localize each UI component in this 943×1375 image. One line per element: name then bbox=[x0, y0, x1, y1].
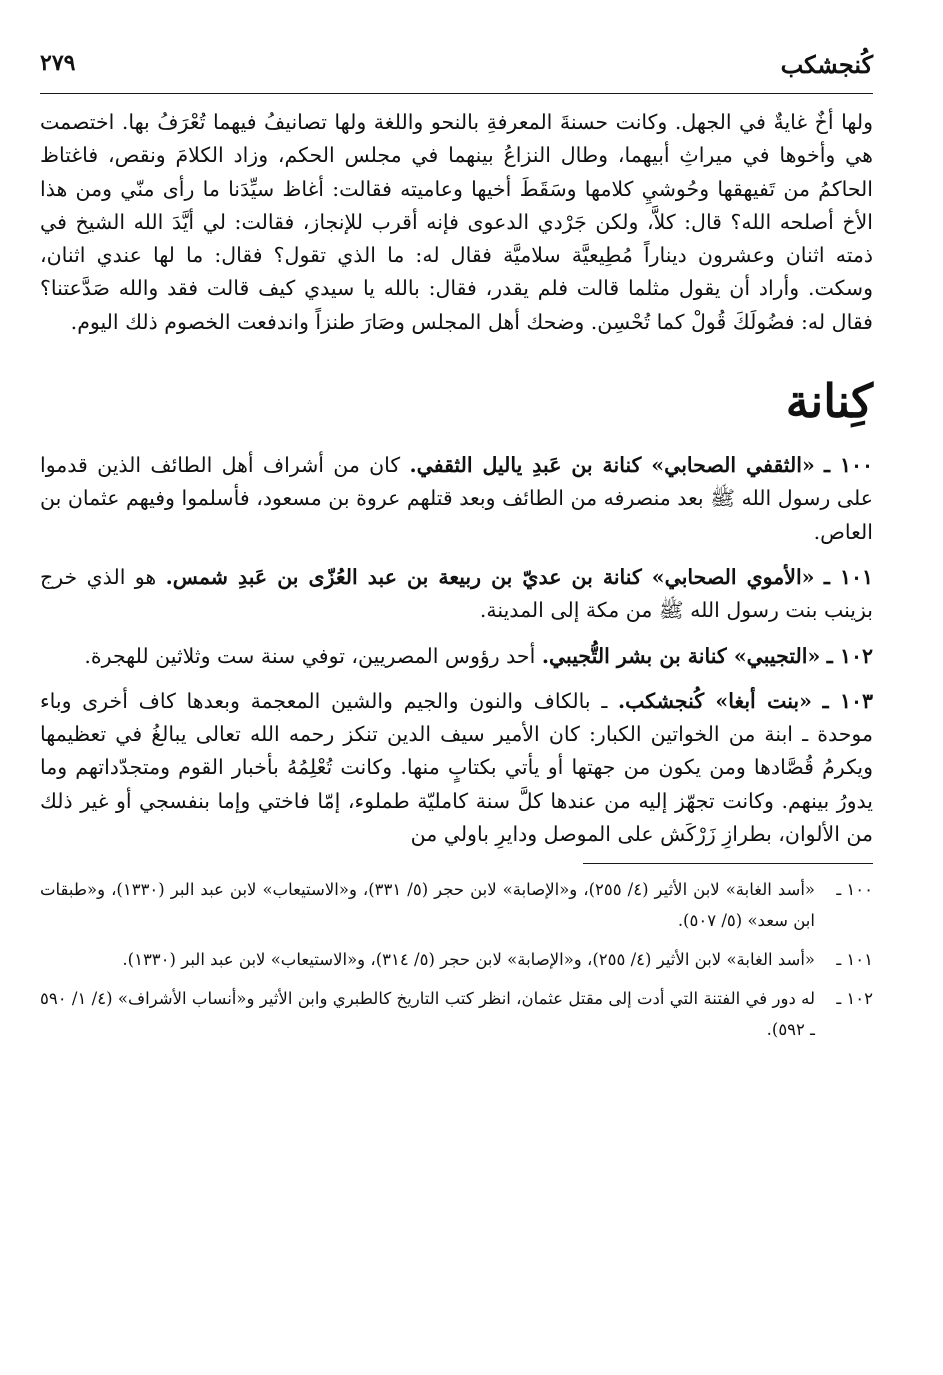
entry-103 bbox=[40, 685, 873, 851]
entry-name: «التجيبي» كنانة بن بشر التُّجيبي. bbox=[541, 643, 821, 668]
main-text bbox=[40, 106, 873, 851]
running-title: كُنجشكب bbox=[780, 50, 873, 79]
entry-102 bbox=[40, 640, 873, 673]
entry-text: كان من أشراف أهل الطائف الذين قدموا على رسول الله ﷺ بعد منصرفه من الطائف وبعد قتلهم عروة بن مسعود، فأسلموا وفيهم عثمان بن العاص. bbox=[40, 453, 873, 544]
entry-101 bbox=[40, 561, 873, 628]
entry-name: «الأموي الصحابي» كنانة بن عديّ بن ربيعة بن عبد العُزّى بن عَبدِ شمس. bbox=[165, 564, 815, 589]
entry-name: «الثقفي الصحابي» كنانة بن عَبدِ ياليل الثقفي. bbox=[409, 453, 815, 478]
footnote-100 bbox=[40, 874, 873, 936]
section-heading: كِنانة bbox=[785, 374, 873, 429]
entry-number: ١٠٢ ـ bbox=[826, 643, 873, 668]
footnotes bbox=[40, 874, 873, 1045]
footnote-number: ١٠٠ ـ bbox=[836, 880, 873, 900]
footnote-text: له دور في الفتنة التي أدت إلى مقتل عثمان، انظر كتب التاريخ كالطبري وابن الأثير و«أنساب الأشراف» (٤/ ١/ ٥٩٠ ـ ٥٩٢). bbox=[40, 989, 815, 1040]
entry-text: ـ بالكاف والنون والجيم والشين المعجمة وبعدها كاف أخرى وباء موحدة ـ ابنة من الخواتين الكبار: كان الأمير سيف الدين تنكز رحمه الله تعالى يبالغُ في تعظيمها ويكرمُ قُصَّادها ومن يكون من جهتها أو يأتي بكتابٍ منها. وكانت تُعْلِمُهُ بأخبار القوم ومتجدّداتهم وما يدورُ بينهم. وكانت تجهّز إليه من عندها كلَّ سنة كامليّة طملوء، إمّا فاختي وإما بنفسجي أو غير ذلك من الألوان، بطرازِ زَرْكَش على الموصل ودايرِ باولي من bbox=[40, 688, 873, 847]
intro-paragraph: ولها أخٌ غايةٌ في الجهل. وكانت حسنةَ المعرفةِ بالنحو واللغة ولها تصانيفُ فيهما تُعْرَفُ بها. اختصمت هي وأخوها في ميراثِ أبيهما، وطال النزاعُ بينهما في مجلس الحكم، وزاد الكلامَ ونقص، فاغتاظ الحاكمُ من تَفيهقها وحُوشيِ كلامها وسَقَطَ أخيها وعاميته فقالت: أغاظ سيِّدَنا ما رأى منّي ومن هذا الأخ أصلحه الله؟ قال: كلاَّ، ولكن جَرْدي الدعوى فإنه أقرب للإنجاز، فقالت: لي أيَّدَ الله الشيخ في ذمته اثنان وعشرون ديناراً مُطِيعيَّة سلاميَّة فقال له: ما الذي تقول؟ فقال: ما لها عندي اثنان، وسكت. وأراد أن يقول مثلما قالت فلم يقدر، فقال: بالله يا سيدي كيف قالت فقد والله صَدَّعتنا؟ فقال له: فضُولَكَ قُولْ كما تُحْسِن. وضحك أهل المجلس وصَارَ طنزاً واندفعت الخصوم ذلك اليوم. bbox=[40, 110, 873, 334]
footnote-101 bbox=[40, 944, 873, 975]
page-number: ٢٧٩ bbox=[40, 50, 76, 76]
entry-number: ١٠٣ ـ bbox=[822, 688, 873, 713]
footnote-separator bbox=[583, 863, 873, 864]
entry-text: هو الذي خرج بزينب بنت رسول الله ﷺ من مكة إلى المدينة. bbox=[40, 564, 873, 623]
entry-number: ١٠٠ ـ bbox=[824, 453, 873, 478]
entry-text: أحد رؤوس المصريين، توفي سنة ست وثلاثين للهجرة. bbox=[84, 643, 542, 668]
entry-name: «بنت أبغا» كُنجشكب. bbox=[618, 688, 812, 713]
entry-number: ١٠١ ـ bbox=[823, 564, 873, 589]
footnote-text: «أسد الغابة» لابن الأثير (٤/ ٢٥٥)، و«الإصابة» لابن حجر (٥/ ٣٣١)، و«الاستيعاب» لابن عبد البر (١٣٣٠)، و«طبقات ابن سعد» (٥/ ٥٠٧). bbox=[40, 880, 816, 931]
footnote-number: ١٠٢ ـ bbox=[836, 989, 873, 1009]
footnote-number: ١٠١ ـ bbox=[836, 950, 873, 970]
footnote-102 bbox=[40, 983, 873, 1045]
entry-100 bbox=[40, 449, 873, 549]
page-header bbox=[40, 40, 873, 94]
footnote-text: «أسد الغابة» لابن الأثير (٤/ ٢٥٥)، و«الإصابة» لابن حجر (٥/ ٣١٤)، و«الاستيعاب» لابن عبد البر (١٣٣٠). bbox=[122, 950, 815, 970]
